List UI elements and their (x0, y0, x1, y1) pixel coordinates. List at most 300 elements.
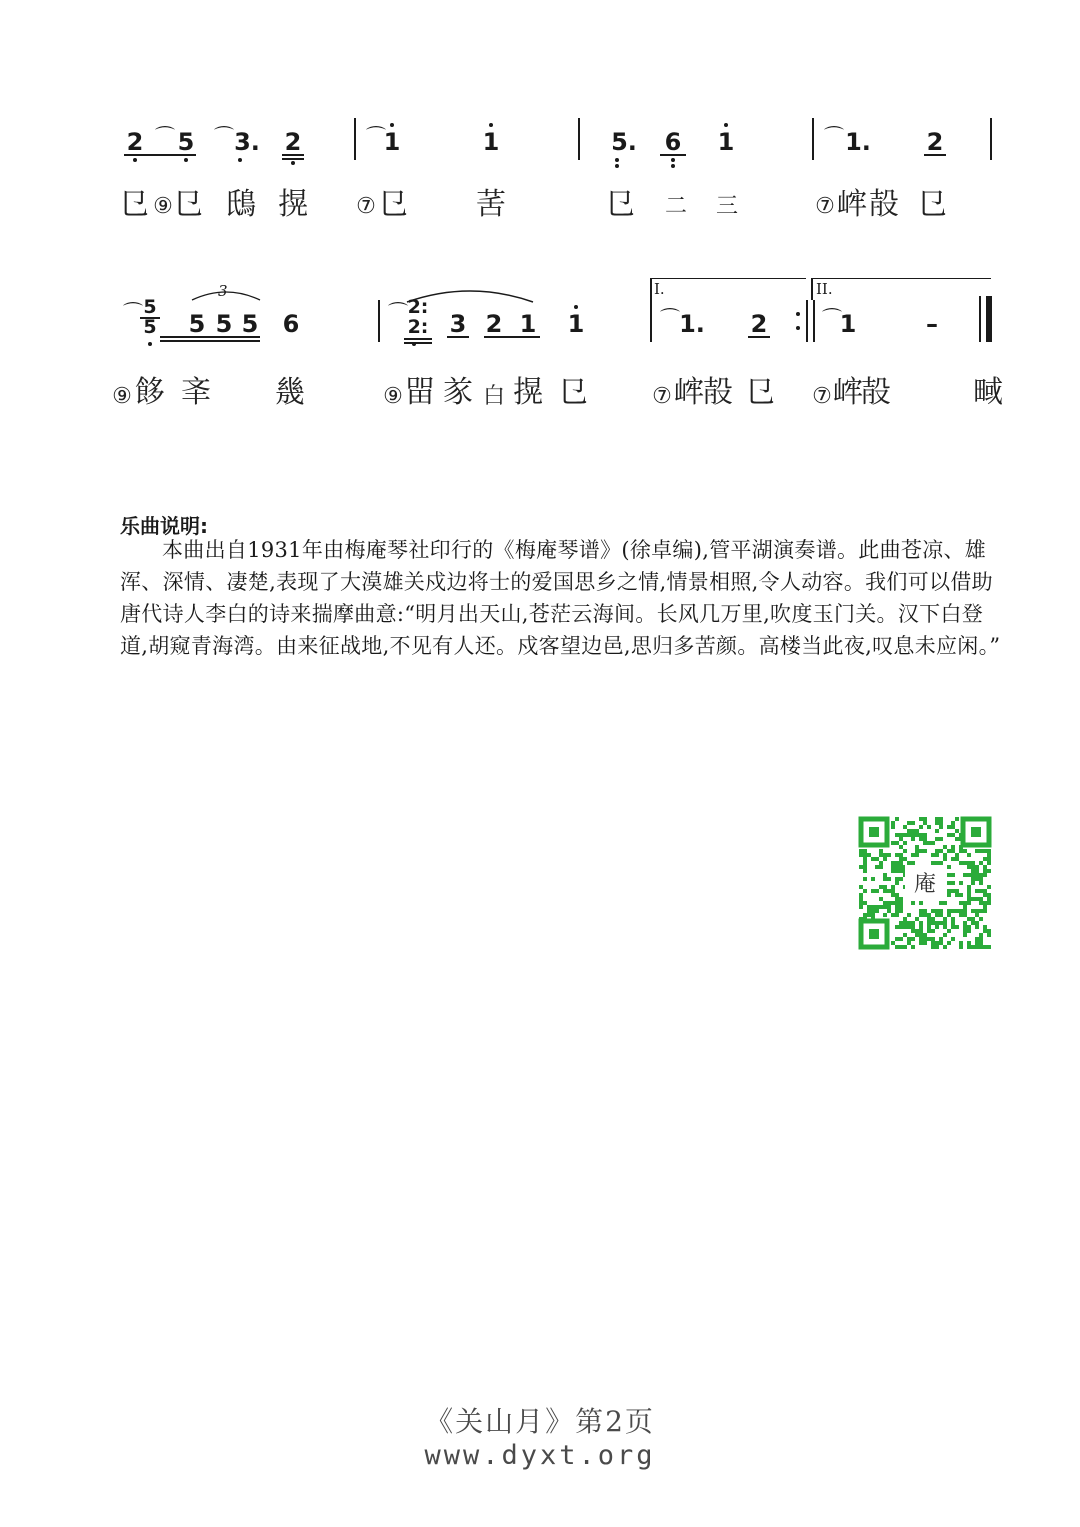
qr-module (903, 825, 907, 829)
bar-line (354, 118, 356, 160)
triplet-label: 3 (218, 282, 228, 300)
qr-module (895, 901, 899, 905)
qr-module (975, 945, 979, 949)
tab-char: 㱿 (869, 187, 899, 222)
octave-dot (724, 123, 728, 127)
qr-module (931, 945, 935, 949)
grace-mark: ⌒ (660, 306, 680, 330)
volta-label: II. (816, 280, 833, 298)
tab-char: 白 (482, 384, 506, 409)
qr-module (927, 841, 931, 845)
qr-module (975, 921, 979, 925)
qr-module (975, 869, 979, 873)
qr-module (943, 921, 947, 925)
qr-module (887, 889, 891, 893)
qr-module (923, 909, 927, 913)
tab-char: 㱿 (703, 375, 733, 410)
qr-module (935, 837, 939, 841)
qr-module (975, 849, 979, 853)
qr-module (951, 873, 955, 877)
qr-module (971, 921, 975, 925)
grace-mark: ⌒ (214, 124, 234, 148)
qr-code[interactable] (857, 815, 993, 951)
qr-module (947, 833, 951, 837)
qr-module (891, 893, 895, 897)
qr-module (951, 821, 955, 825)
qr-module (887, 909, 891, 913)
qr-module (887, 901, 891, 905)
qr-module (911, 945, 915, 949)
qr-module (943, 857, 947, 861)
qr-module (919, 925, 923, 929)
qr-module (859, 901, 863, 905)
qr-module (895, 897, 899, 901)
qr-module (975, 865, 979, 869)
qr-module (907, 937, 911, 941)
qr-module (915, 853, 919, 857)
qr-module (895, 869, 899, 873)
qr-module (919, 833, 923, 837)
qr-module (983, 869, 987, 873)
octave-dot (238, 158, 242, 162)
qr-module (975, 909, 979, 913)
qr-module (903, 857, 907, 861)
qr-module (923, 841, 927, 845)
bar-line (990, 118, 992, 160)
qr-module (871, 913, 875, 917)
tab-char: 二 (664, 194, 688, 219)
qr-module (863, 877, 867, 881)
tab-char: 䬷 (135, 375, 165, 410)
qr-module (955, 857, 959, 861)
qr-module (951, 833, 955, 837)
qr-module (947, 893, 951, 897)
qr-module (879, 861, 883, 865)
qr-module (883, 913, 887, 917)
note: 1 (383, 128, 401, 156)
qr-module (939, 837, 943, 841)
qr-module (883, 857, 887, 861)
grace-mark: ⌒ (388, 300, 408, 324)
qr-module (915, 849, 919, 853)
qr-module (923, 849, 927, 853)
underline (160, 340, 260, 342)
qr-module (951, 857, 955, 861)
qr-module (979, 941, 983, 945)
bar-line (813, 300, 815, 342)
tab-char: ⑨ (112, 384, 132, 409)
qr-module (935, 817, 939, 821)
repeat-dot (796, 312, 800, 316)
tab-char: ⑦ (652, 384, 672, 409)
qr-module (975, 937, 979, 941)
qr-module (975, 913, 979, 917)
qr-module (931, 929, 935, 933)
qr-module (899, 857, 903, 861)
qr-module (939, 861, 943, 865)
qr-module (963, 909, 967, 913)
qr-module (879, 885, 883, 889)
tab-char: 㟉 (833, 375, 863, 410)
qr-module (939, 825, 943, 829)
underline (924, 154, 946, 156)
qr-module (883, 905, 887, 909)
qr-module (951, 825, 955, 829)
qr-module (959, 945, 963, 949)
underline (282, 158, 304, 160)
octave-dot (615, 158, 619, 162)
qr-module (931, 841, 935, 845)
grace-mark: ⌒ (123, 300, 143, 324)
underline (748, 336, 770, 338)
qr-module (971, 945, 975, 949)
note: 2: (407, 316, 429, 338)
qr-module (951, 937, 955, 941)
qr-module (859, 905, 863, 909)
qr-module (927, 921, 931, 925)
bar-line (378, 300, 380, 342)
qr-module (939, 821, 943, 825)
qr-module (915, 929, 919, 933)
tab-char: ⑦ (812, 384, 832, 409)
qr-module (911, 937, 915, 941)
tab-char: 三 (715, 194, 739, 219)
qr-module (919, 921, 923, 925)
qr-module (983, 849, 987, 853)
qr-module (955, 829, 959, 833)
qr-module (987, 929, 991, 933)
qr-module (987, 853, 991, 857)
qr-module (871, 889, 875, 893)
qr-module (975, 877, 979, 881)
qr-module (891, 913, 895, 917)
underline (447, 336, 469, 338)
qr-module (887, 877, 891, 881)
qr-module (867, 913, 871, 917)
bar-line (979, 296, 981, 342)
qr-module (979, 861, 983, 865)
qr-module (963, 873, 967, 877)
underline (160, 336, 260, 338)
qr-module (959, 893, 963, 897)
tab-char: 㪯 (181, 375, 211, 410)
qr-module (899, 945, 903, 949)
qr-module (951, 845, 955, 849)
qr-module (979, 937, 983, 941)
qr-module (903, 933, 907, 937)
qr-module (955, 889, 959, 893)
qr-module (903, 833, 907, 837)
note: 2 (750, 310, 768, 338)
qr-module (863, 889, 867, 893)
qr-module (943, 853, 947, 857)
qr-module (883, 885, 887, 889)
tab-char: 㨪 (513, 375, 543, 410)
note: 5 (241, 310, 259, 338)
tab-char: 㔾 (605, 187, 635, 222)
qr-module (911, 821, 915, 825)
qr-module (919, 901, 923, 905)
qr-module (923, 941, 927, 945)
volta-bracket (811, 278, 991, 279)
qr-module (871, 909, 875, 913)
qr-module (923, 937, 927, 941)
qr-module (899, 845, 903, 849)
qr-module (931, 909, 935, 913)
note: 1 (519, 310, 537, 338)
qr-module (943, 925, 947, 929)
qr-module (899, 925, 903, 929)
note: 2 (485, 310, 503, 338)
qr-module (875, 909, 879, 913)
qr-module (923, 833, 927, 837)
qr-module (907, 833, 911, 837)
qr-module (975, 897, 979, 901)
octave-dot (148, 342, 152, 346)
qr-module (895, 925, 899, 929)
qr-module (955, 837, 959, 841)
qr-module (899, 877, 903, 881)
qr-module (887, 905, 891, 909)
underline (660, 154, 686, 156)
qr-module (963, 929, 967, 933)
qr-module (935, 945, 939, 949)
qr-module (907, 861, 911, 865)
qr-module (979, 909, 983, 913)
octave-dot (184, 158, 188, 162)
qr-module (983, 889, 987, 893)
qr-module (927, 925, 931, 929)
qr-module (971, 909, 975, 913)
qr-module (919, 937, 923, 941)
qr-module (919, 929, 923, 933)
qr-module (979, 889, 983, 893)
qr-module (951, 925, 955, 929)
tab-char: 㱿 (861, 375, 891, 410)
qr-module (891, 861, 895, 865)
note: 1 (717, 128, 735, 156)
qr-module (963, 849, 967, 853)
qr-module (935, 829, 939, 833)
qr-module (967, 917, 971, 921)
octave-dot (489, 123, 493, 127)
footer-url[interactable]: www.dyxt.org (424, 1440, 656, 1471)
note: 1 (482, 128, 500, 156)
qr-logo-text: 庵 (913, 872, 937, 897)
qr-module (907, 829, 911, 833)
qr-module (967, 929, 971, 933)
qr-module (959, 849, 963, 853)
qr-module (899, 921, 903, 925)
qr-module (983, 929, 987, 933)
qr-module (859, 893, 863, 897)
qr-module (895, 833, 899, 837)
qr-module (891, 901, 895, 905)
qr-module (947, 849, 951, 853)
qr-module (979, 933, 983, 937)
qr-module (983, 905, 987, 909)
qr-module (911, 901, 915, 905)
qr-module (947, 929, 951, 933)
qr-module (959, 881, 963, 885)
qr-module (915, 845, 919, 849)
note: 5 (177, 128, 195, 156)
qr-module (887, 853, 891, 857)
note: 5 (215, 310, 233, 338)
qr-module (899, 837, 903, 841)
qr-module (895, 877, 899, 881)
volta-bracket (811, 278, 813, 300)
tab-char: 㒸 (443, 375, 473, 410)
qr-module (975, 941, 979, 945)
qr-module (903, 841, 907, 845)
qr-module (911, 829, 915, 833)
qr-module (927, 825, 931, 829)
qr-module (987, 869, 991, 873)
qr-module (895, 861, 899, 865)
qr-module (951, 917, 955, 921)
qr-module (871, 905, 875, 909)
note: 5 (143, 316, 157, 338)
qr-module (967, 897, 971, 901)
qr-module (915, 917, 919, 921)
note: 1. (679, 310, 705, 338)
qr-module (963, 925, 967, 929)
qr-module (895, 893, 899, 897)
octave-dot (671, 158, 675, 162)
octave-dot (671, 164, 675, 168)
qr-module (983, 901, 987, 905)
tab-char: 㽣 (973, 375, 1003, 410)
tab-char: 㟉 (837, 187, 867, 222)
octave-dot (133, 158, 137, 162)
qr-module (919, 909, 923, 913)
grace-mark: ⌒ (822, 306, 842, 330)
qr-module (899, 853, 903, 857)
tab-char: 㔾 (917, 187, 947, 222)
qr-module (927, 937, 931, 941)
qr-module (859, 865, 863, 869)
tab-char: 㔾 (745, 375, 775, 410)
qr-module (903, 849, 907, 853)
qr-module (911, 921, 915, 925)
qr-module (927, 929, 931, 933)
qr-module (947, 913, 951, 917)
qr-module (987, 933, 991, 937)
tab-char: ⑦ (356, 194, 376, 219)
qr-module (883, 873, 887, 877)
bar-line (650, 300, 652, 342)
qr-module (939, 849, 943, 853)
qr-module (971, 861, 975, 865)
qr-module (883, 901, 887, 905)
qr-module (895, 853, 899, 857)
qr-module (895, 905, 899, 909)
qr-module (971, 881, 975, 885)
qr-module (971, 869, 975, 873)
volta-bracket (650, 278, 652, 300)
qr-module (891, 941, 895, 945)
qr-module (943, 901, 947, 905)
qr-module (891, 865, 895, 869)
qr-module (935, 853, 939, 857)
qr-module (927, 917, 931, 921)
qr-module (891, 825, 895, 829)
tab-char: 㡬 (275, 375, 305, 410)
bar-line (812, 118, 814, 160)
qr-module (863, 865, 867, 869)
footer-title: 《关山月》第2页 (425, 1405, 655, 1438)
note: 5. (611, 128, 637, 156)
qr-module (967, 893, 971, 897)
volta-bracket (650, 278, 806, 279)
octave-dot (615, 164, 619, 168)
qr-module (919, 849, 923, 853)
qr-module (879, 865, 883, 869)
note: 2 (926, 128, 944, 156)
qr-module (895, 909, 899, 913)
qr-module (899, 901, 903, 905)
qr-module (939, 921, 943, 925)
qr-module (883, 877, 887, 881)
qr-module (947, 865, 951, 869)
qr-module (935, 909, 939, 913)
qr-module (947, 889, 951, 893)
qr-module (903, 921, 907, 925)
qr-module (891, 869, 895, 873)
qr-module (951, 909, 955, 913)
qr-module (891, 889, 895, 893)
qr-module (867, 853, 871, 857)
qr-module (911, 853, 915, 857)
qr-module (935, 849, 939, 853)
qr-module (871, 857, 875, 861)
note: 2: (407, 296, 429, 318)
qr-module (987, 857, 991, 861)
qr-module (899, 861, 903, 865)
note: 3 (449, 310, 467, 338)
tab-char: 䲭 (226, 187, 256, 222)
qr-module (979, 881, 983, 885)
qr-module (971, 865, 975, 869)
qr-module (975, 889, 979, 893)
note: 3. (234, 128, 260, 156)
underline (404, 342, 432, 344)
qr-module (923, 821, 927, 825)
qr-module (931, 921, 935, 925)
qr-module (971, 877, 975, 881)
tab-char: ⑨ (153, 194, 173, 219)
qr-module (967, 901, 971, 905)
qr-module (971, 917, 975, 921)
qr-module (979, 917, 983, 921)
qr-module (967, 853, 971, 857)
qr-module (915, 933, 919, 937)
qr-module (891, 841, 895, 845)
qr-module (899, 897, 903, 901)
qr-module (931, 853, 935, 857)
qr-module (907, 821, 911, 825)
qr-module (959, 901, 963, 905)
qr-module (947, 909, 951, 913)
qr-module (943, 945, 947, 949)
qr-module (863, 849, 867, 853)
qr-module (919, 837, 923, 841)
qr-module (939, 913, 943, 917)
underline (484, 336, 540, 338)
underline (140, 317, 160, 319)
qr-module (899, 909, 903, 913)
